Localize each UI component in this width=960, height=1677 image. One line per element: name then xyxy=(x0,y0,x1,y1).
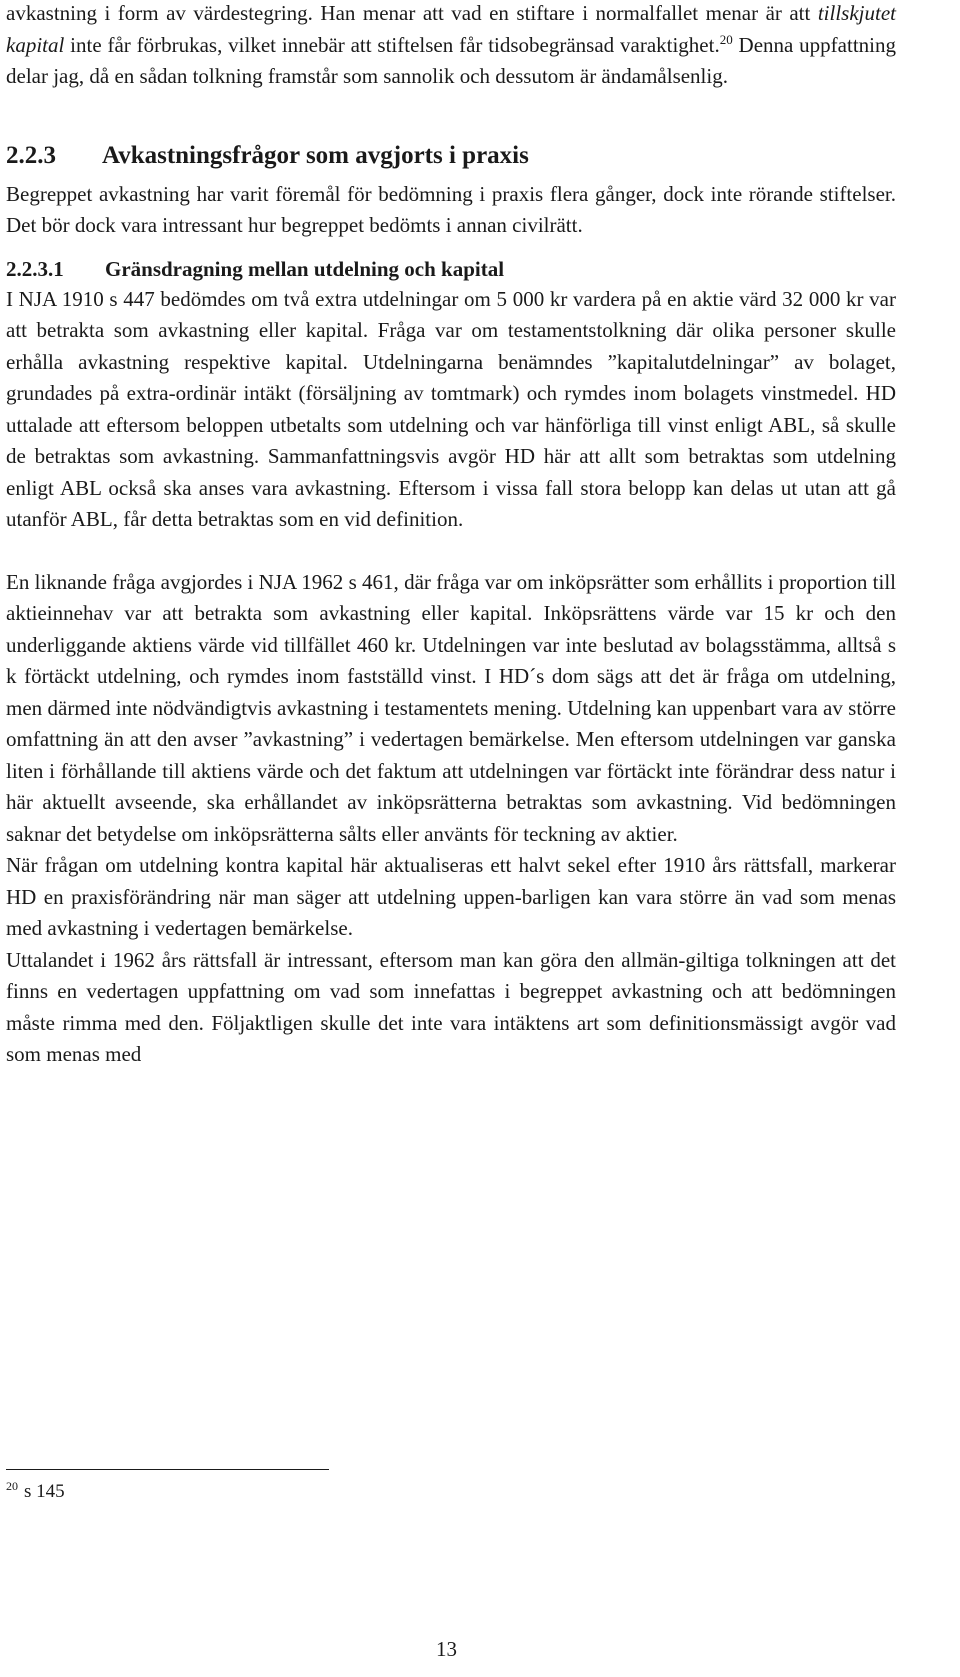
footnote-divider xyxy=(6,1469,329,1470)
footnote-text: s 145 xyxy=(24,1481,65,1502)
page-number: 13 xyxy=(436,1637,457,1661)
subsection-heading xyxy=(6,254,896,284)
body-paragraph: Uttalandet i 1962 års rättsfall är intressant, eftersom man kan göra den allmän-giltiga tolkningen att det finns en vedertagen uppfattning om vad som innefattas i begreppet avkastning och att bedömningen måste rimma med den. Följaktligen skulle det inte vara intäktens art som definitionsmässigt avgör vad som menas med xyxy=(6,947,896,1066)
intro-text-3: Denna uppfattning delar jag, då en sådan tolkning framstår som sannolik och dessutom är ändamålsenlig. xyxy=(6,32,896,88)
subsection-title: Gränsdragning mellan utdelning och kapital xyxy=(105,256,505,281)
intro-text-2: inte får förbrukas, vilket innebär att stiftelsen får tidsobegränsad varaktighet. xyxy=(64,32,720,57)
body-paragraph: I NJA 1910 s 447 bedömdes om två extra utdelningar om 5 000 kr vardera på en aktie värd 32 000 kr var att betrakta som avkastning eller kapital. Fråga var om testamentstolkning där olika personer skulle erhålla avkastning respektive kapital. Utdelningarna benämndes ”kapitalutdelningar” av bolaget, grundades på extra-ordinär intäkt (försäljning av tomtmark) och rymdes inom bolagets vinstmedel. HD uttalade att eftersom beloppen utbetalts som utdelning och var hänförliga till vinst enligt ABL, så skulle de betraktas som avkastning. Sammanfattningsvis avgör HD här att allt som betraktas som utdelning enligt ABL också ska anses vara avkastning. Eftersom i vissa fall stora belopp kan delas ut utan att gå utanför ABL, får detta betraktas som en vid definition. xyxy=(6,286,896,531)
intro-paragraph xyxy=(6,0,896,93)
body-paragraph: När frågan om utdelning kontra kapital här aktualiseras ett halvt sekel efter 1910 års rättsfall, markerar HD en praxisförändring när man säger att utdelning uppen-barligen kan vara större än vad som menas med avkastning i vedertagen bemärkelse. xyxy=(6,853,896,940)
intro-italic-term: tillskjutet kapital xyxy=(6,1,896,57)
document-page xyxy=(6,0,896,1071)
intro-text-1: avkastning i form av värdestegring. Han menar att vad en stiftare i normalfallet menar är att xyxy=(6,1,818,25)
footnote-reference[interactable]: 20 xyxy=(719,31,733,47)
section-paragraph: Begreppet avkastning har varit föremål för bedömning i praxis flera gånger, dock inte rörande stiftelser. Det bör dock vara intressant hur begreppet bedömts i annan civilrätt. xyxy=(6,181,896,237)
footnote-number: 20 xyxy=(6,1479,18,1493)
section-number: 2.2.3 xyxy=(6,141,56,169)
section-title: Avkastningsfrågor som avgjorts i praxis xyxy=(102,141,529,169)
section-heading xyxy=(6,140,896,172)
body-paragraph: En liknande fråga avgjordes i NJA 1962 s 461, där fråga var om inköpsrätter som erhållits i proportion till aktieinnehav var att betrakta som avkastning eller kapital. Inköpsrättens värde var 15 kr och den underliggande aktiens värde vid tillfället 460 kr. Utdelningen var inte beslutad av bolagsstämma, alltså s k förtäckt utdelning, och rymdes inom fastställd vinst. I HD´s dom sägs att det är fråga om utdelning, men därmed inte nödvändigtvis avkastning i testamentets mening. Utdelning kan uppenbart vara av större omfattning än att den avser ”avkastning” i vedertagen bemärkelse. Men eftersom utdelningen var ganska liten i förhållande till aktiens värde och det faktum att utdelningen var förtäckt inte förändrar dess natur i här aktuellt avseende, ska erhållandet av inköpsrätterna betraktas som avkastning. Vid bedömningen saknar det betydelse om inköpsrätterna sålts eller använts för teckning av aktier. xyxy=(6,569,896,846)
subsection-number: 2.2.3.1 xyxy=(6,256,64,281)
footnote xyxy=(6,1479,65,1505)
paragraph-spacer xyxy=(6,536,896,567)
